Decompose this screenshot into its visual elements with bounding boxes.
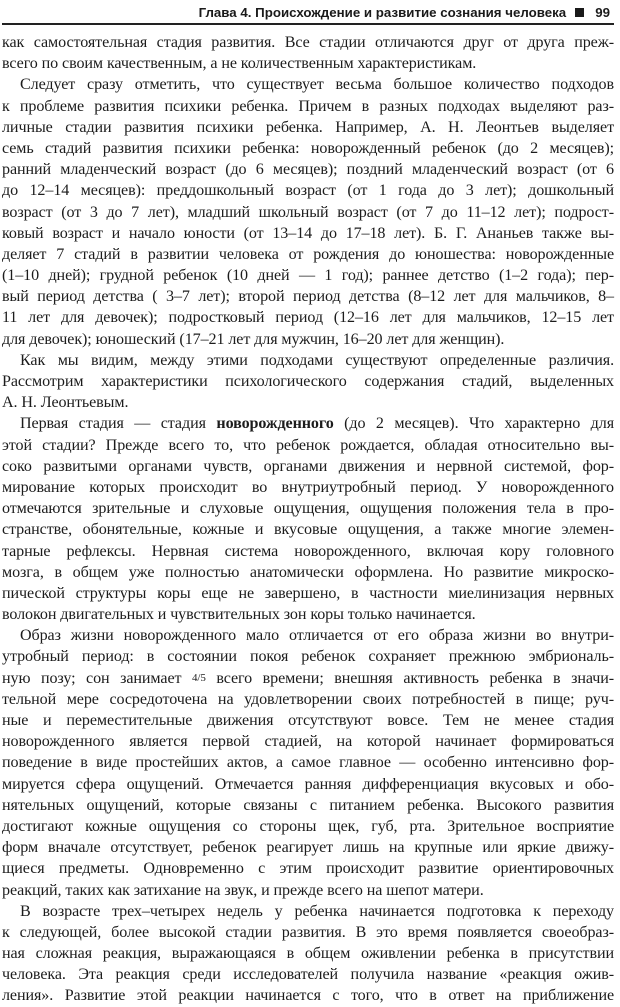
- text-line: Следует сразу отметить, что существует весьма большое количество подходов: [20, 76, 614, 94]
- text-line: достигают кожные ощущения со стороны щек, губ, рта. Зрительное восприятие: [2, 817, 614, 835]
- running-header: [0, 3, 610, 21]
- text-line: волокон двигательных и чувствительных зон коры только начинается.: [2, 606, 476, 624]
- text-line: реакций, таких как затихание на звук, и прежде всего на шепот матери.: [2, 881, 484, 899]
- text-line: Как мы видим, между этими подходами существуют определенные различия.: [20, 351, 614, 369]
- text-segment: (до 2 месяцев). Что характерно для: [333, 415, 615, 433]
- black-square-icon: [575, 8, 584, 17]
- text-segment: Первая стадия — стадия: [20, 415, 217, 433]
- text-line: А. Н. Леонтьевым.: [2, 394, 129, 412]
- text-line: ная сложная реакция, выражающаяся в общем оживлении ребенка в присутствии: [2, 945, 614, 963]
- header-rule: [2, 23, 614, 25]
- text-line: вый период детства ( 3–7 лет); второй период детства (8–12 лет для мальчиков, 8–: [2, 288, 614, 306]
- text-segment: всего времени; внешняя активность ребенка в значи-: [205, 669, 614, 687]
- text-segment: ную позу; сон занимает: [2, 669, 193, 687]
- page-number: 99: [595, 4, 610, 20]
- text-line: ные и переместительные движения отсутствуют вовсе. Тем не менее стадия: [2, 712, 614, 729]
- text-line: этой стадии? Прежде всего то, что ребенок рождается, обладая относительно вы-: [2, 436, 614, 454]
- text-line: как самостоятельная стадия развития. Все стадии отличаются друг от друга преж-: [2, 34, 614, 51]
- text-line: странстве, обонятельные, кожные и вкусовые ощущения, а также многие элемен-: [2, 521, 614, 539]
- text-line: всего по своим качественным, а не количественным характеристикам.: [2, 55, 477, 73]
- text-line: щиеся предметы. Одновременно с этим происходит развитие ориентировочных: [2, 860, 614, 878]
- text-line: В возрасте трех–четырех недель у ребенка начинается подготовка к переходу: [20, 902, 614, 920]
- text-line: ранний младенческий возраст (до 6 месяцев); поздний младенческий возраст (от 6: [2, 161, 614, 179]
- text-line: утробный период: в состоянии покоя ребенок сохраняет прежнюю эмбриональ-: [2, 648, 614, 666]
- text-line: мируется сфера ощущений. Отмечается ранняя дифференциация вкусовых и обо-: [2, 775, 614, 793]
- text-line: личные стадии развития психики ребенка. Например, А. Н. Леонтьев выделяет: [2, 118, 614, 136]
- text-line: деляет 7 стадий в развитии человека от рождения до юношества: новорожденные: [2, 245, 614, 263]
- text-line: (1–10 дней); грудной ребенок (10 дней — 1 год); раннее детство (1–2 года); пер-: [2, 267, 614, 285]
- text-line: новорожденного является первой стадией, на которой начинает формироваться: [2, 733, 614, 751]
- text-line: Рассмотрим характеристики психологического содержания стадий, выделенных: [2, 373, 614, 390]
- text-line: тарные рефлексы. Нервная система новорожденного, включая кору головного: [2, 542, 614, 560]
- text-line: ления». Развитие этой реакции начинается с того, что в ответ на приближение: [2, 987, 614, 1005]
- text-line: тельной мере сосредоточена на удовлетворении своих потребностей в пище; руч-: [2, 690, 614, 708]
- text-line: форм вначале отсутствует, ребенок реагирует лишь на крупные или яркие движу-: [2, 839, 614, 857]
- text-line: семь стадий развития психики ребенка: новорожденный ребенок (до 2 месяцев);: [2, 139, 614, 157]
- text-line: Образ жизни новорожденного мало отличается от его образа жизни во внутри-: [20, 627, 614, 645]
- fraction: 4/5: [192, 671, 206, 684]
- text-line: пической структуры коры еще не завершено, в частности миелинизация нервных: [2, 584, 614, 602]
- text-line: поведение в виде простейших актов, а самое главное — особенно интенсивно фор-: [2, 754, 614, 772]
- text-line: к следующей, более высокой стадии развития. В это время появляется своеобраз-: [2, 923, 614, 941]
- text-line: мирование которых происходит во внутриутробный период. У новорожденного: [2, 478, 614, 496]
- text-line: нятельных ощущений, которые связаны с питанием ребенка. Высокого развития: [2, 796, 614, 814]
- text-line: для девочек); юношеский (17–21 лет для мужчин, 16–20 лет для женщин).: [2, 330, 505, 348]
- text-line: отмечаются зрительные и слуховые ощущения, ощущения положения тела в про-: [2, 500, 614, 518]
- text-line: человека. Эта реакция среди исследователей получила название «реакция ожив-: [2, 966, 614, 984]
- text-line: к проблеме развития психики ребенка. Причем в разных подходах выделяют раз-: [2, 97, 614, 115]
- text-line: до 12–14 месяцев): преддошкольный возраст (от 1 года до 3 лет); дошкольный: [2, 182, 614, 200]
- running-title: Глава 4. Происхождение и развитие сознания человека: [198, 4, 567, 20]
- bold-term: новорожденного: [216, 415, 334, 433]
- text-line: соко развитыми органами чувств, органами движения и нервной системой, фор-: [2, 457, 614, 475]
- text-line: [2, 668, 614, 689]
- text-line: 11 лет для девочек); подростковый период (12–16 лет для мальчиков, 12–15 лет: [2, 309, 614, 327]
- text-line: возраст (от 3 до 7 лет), младший школьный возраст (от 7 до 11–12 лет); подрост-: [2, 203, 614, 221]
- body-text: [2, 32, 614, 1007]
- text-line: [2, 413, 614, 434]
- text-line: мозга, в общем уже полностью анатомически оформлена. Но развитие микроско-: [2, 563, 614, 581]
- text-line: ковый возраст и начало юности (от 13–14 до 17–18 лет). Б. Г. Ананьев также вы-: [2, 224, 614, 242]
